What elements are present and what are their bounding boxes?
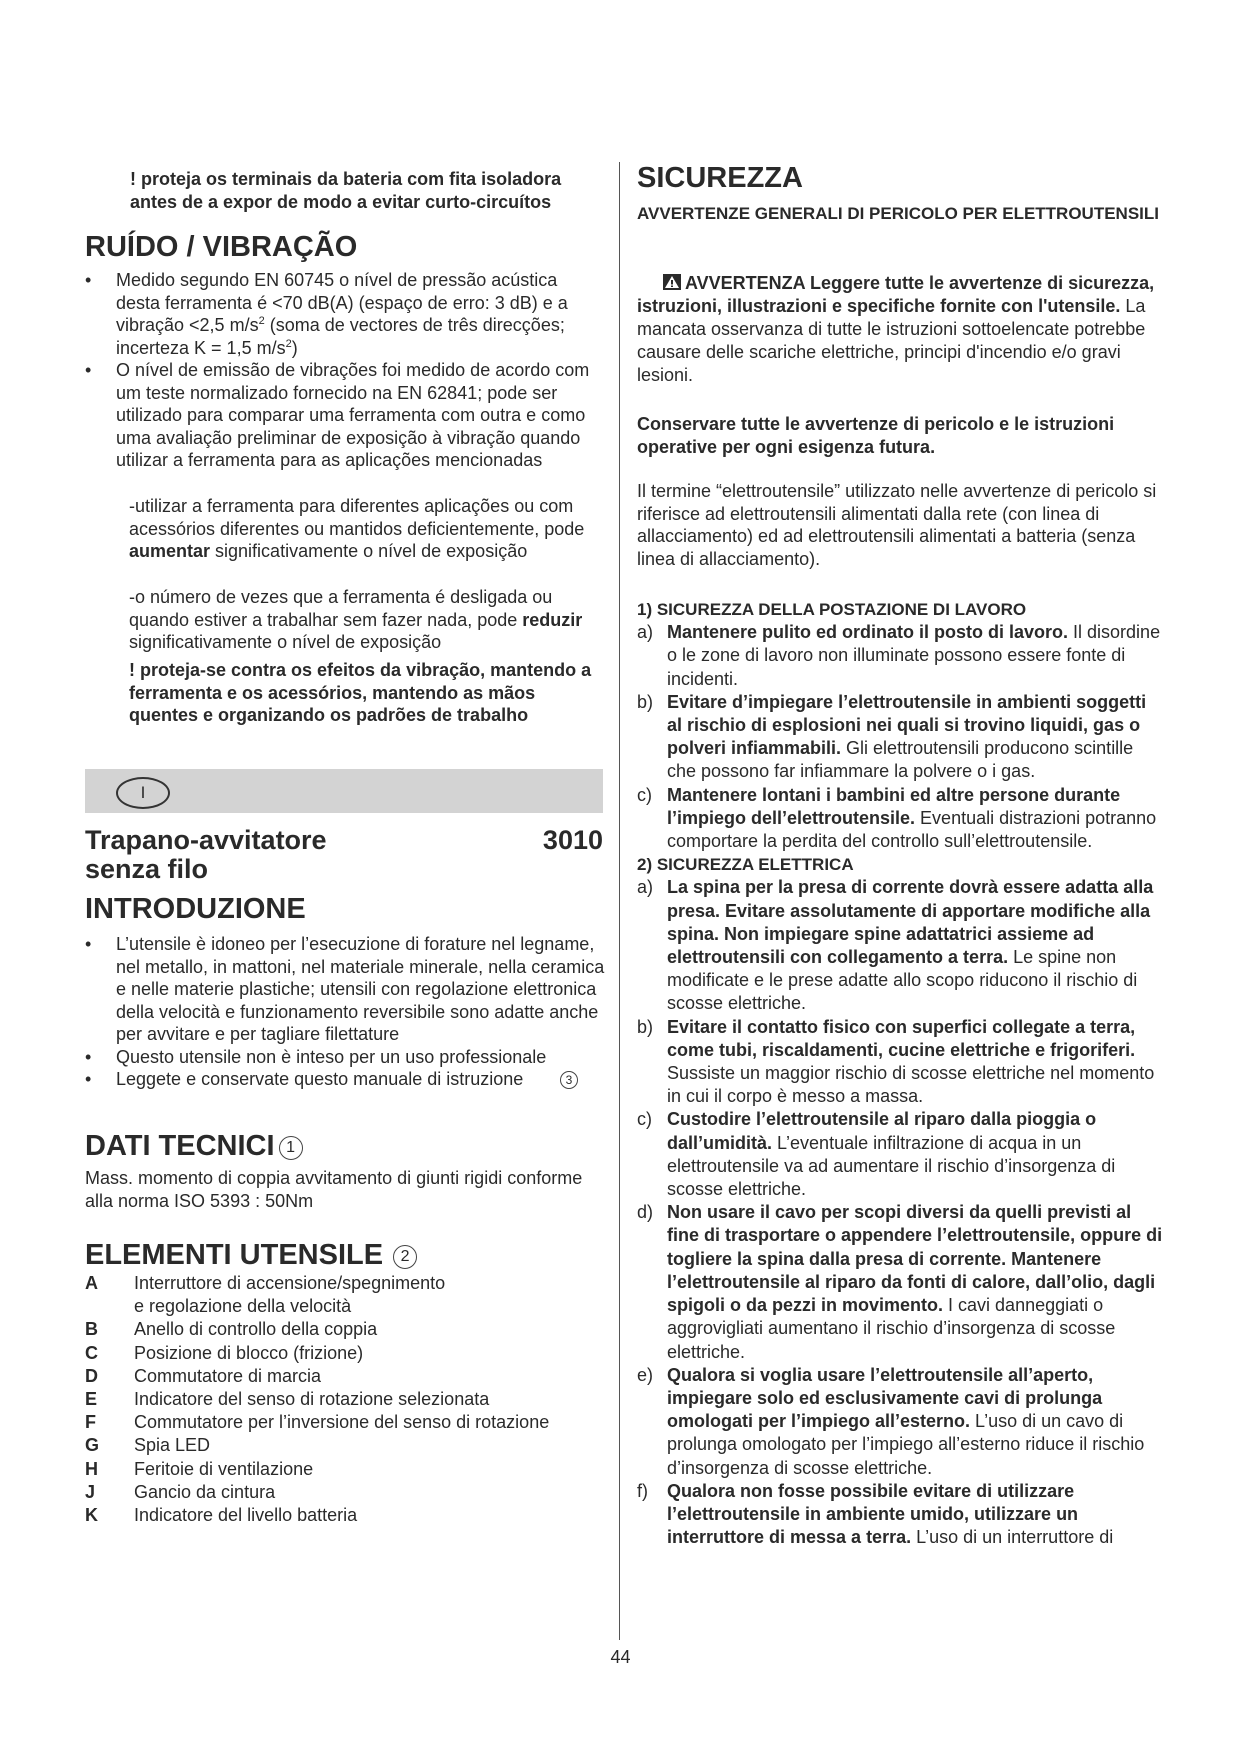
part-row: H Feritoie di ventilazione <box>85 1458 314 1479</box>
section-2-item-e: e) Qualora si voglia usare l’elettroutensile all’aperto, impiegare solo ed esclusivamente cavi di prolunga omologati per l’impiego all’esterno. L’uso di un cavo di prolunga omologato per l’impiego all’esterno riduce il rischio d’insorgenza di scosse elettriche. <box>637 1364 1145 1478</box>
part-row: J Gancio da cintura <box>85 1481 276 1502</box>
figure-ref-3-icon: 3 <box>560 1071 578 1089</box>
noise-sub-1: -utilizar a ferramenta para diferentes aplicações ou com acessórios diferentes ou mantidos deficientemente, pode aumentar significativamente o nível de exposição <box>129 496 585 561</box>
intro-item-1: • L’utensile è idoneo per l’esecuzione di forature nel legname, nel metallo, in mattoni, nel materiale minerale, nella ceramica e nelle materie plastiche; utensili con regolazione elettronica della velocità e funzionamento reversibile sono adatte anche per avvitare e per tagliare filettature <box>85 933 605 1046</box>
figure-ref-2-icon: 2 <box>393 1245 417 1269</box>
product-title-line2: senza filo <box>85 854 209 884</box>
intro-title: INTRODUZIONE <box>85 893 306 925</box>
noise-sub-3: ! proteja-se contra os efeitos da vibração, mantendo a ferramenta e os acessórios, mantendo as mãos quentes e organizando os padrões de trabalho <box>129 660 592 725</box>
general-warning: AVVERTENZA Leggere tutte le avvertenze di sicurezza, istruzioni, illustrazioni e specifiche fornite con l'utensile. La mancata osservanza di tutte le istruzioni sottoelencate potrebbe causare delle scariche elettriche, principi d'incendio e/o gravi lesioni. <box>637 273 1155 385</box>
noise-list <box>85 269 605 472</box>
product-title <box>85 826 605 884</box>
keep-instructions: Conservare tutte le avvertenze di pericolo e le istruzioni operative per ogni esigenza futura. <box>637 414 1115 457</box>
battery-note: ! proteja os terminais da bateria com fita isoladora antes de a expor de modo a evitar curto-circuítos <box>130 169 562 212</box>
section-2-item-c: c) Custodire l’elettroutensile al riparo dalla pioggia o dall’umidità. L’eventuale infiltrazione di acqua in un elettroutensile va ad aumentare il rischio d’insorgenza di scosse elettriche. <box>637 1109 1116 1200</box>
section-2-item-d: d) Non usare il cavo per scopi diversi da quelli previsti al fine di trasportare o appendere l’elettroutensile, oppure di togliere la spina dalla presa di corrente. Mantenere l’elettroutensile al riparo da fonti di calore, dall’olio, dagli spigoli o da pezzi in movimento. I cavi danneggiati o aggrovigliati aumentano il rischio d’insorgenza di scosse elettriche. <box>637 1202 1163 1362</box>
section-2-title: 2) SICUREZZA ELETTRICA <box>637 855 854 875</box>
section-2-item-a: a) La spina per la presa di corrente dovrà essere adatta alla presa. Evitare assolutamente di apportare modifiche alla spina. Non impiegare spine adattatrici assieme ad elettroutensili con collegamento a terra. Le spine non modificate e le prese adatte allo scopo riducono il rischio di scosse elettriche. <box>637 877 1154 1014</box>
language-code-badge: I <box>116 777 170 809</box>
term-definition: Il termine “elettroutensile” utilizzato nelle avvertenze di pericolo si riferisce ad elettroutensili alimentati dalla rete (con linea di allacciamento) ed ad elettroutensili alimentati a batteria (senza linea di allacciamento). <box>637 481 1157 569</box>
intro-list <box>85 933 605 1091</box>
column-divider <box>619 162 620 1640</box>
tech-text: Mass. momento di coppia avvitamento di giunti rigidi conforme alla norma ISO 5393 : 50Nm <box>85 1168 583 1211</box>
parts-list <box>85 1272 605 1527</box>
section-2-item-b: b) Evitare il contatto fisico con superfici collegate a terra, come tubi, riscaldamenti, cucine elettriche e frigoriferi. Sussiste un maggior rischio di scosse elettriche nel momento in cui il corpo è messo a massa. <box>637 1016 1155 1107</box>
noise-title: RUÍDO / VIBRAÇÃO <box>85 231 358 263</box>
section-1-item-c: c) Mantenere lontani i bambini ed altre persone durante l’impiego dell’elettroutensile. Eventuali distrazioni potranno comportare la perdita del controllo sull’elettroutensile. <box>637 784 1157 852</box>
product-model: 3010 <box>542 825 603 855</box>
elements-title: ELEMENTI UTENSILE 2 <box>85 1238 605 1272</box>
part-row: D Commutatore di marcia <box>85 1365 322 1386</box>
part-row: C Posizione di blocco (frizione) <box>85 1342 364 1363</box>
part-row: A Interruttore di accensione/spegnimento <box>85 1273 446 1293</box>
part-row: F Commutatore per l’inversione del senso di rotazione <box>85 1412 550 1433</box>
safety-title: SICUREZZA <box>637 162 803 194</box>
safety-subtitle: AVVERTENZE GENERALI DI PERICOLO PER ELETTROUTENSILI <box>637 204 1160 223</box>
figure-ref-1-icon: 1 <box>279 1136 303 1160</box>
part-row: K Indicatore del livello batteria <box>85 1505 358 1526</box>
language-bar <box>85 769 603 813</box>
section-1-title: 1) SICUREZZA DELLA POSTAZIONE DI LAVORO <box>637 600 1027 619</box>
intro-item-2: • Questo utensile non è inteso per un uso professionale <box>85 1046 605 1069</box>
warning-triangle-icon <box>663 274 681 290</box>
page-number: 44 <box>610 1647 631 1667</box>
noise-bullet-2: • O nível de emissão de vibrações foi medido de acordo com um teste normalizado fornecido na EN 62841; pode ser utilizado para comparar uma ferramenta com outra e como uma avaliação preliminar de exposição à vibração quando utilizar a ferramenta para as aplicações mencionadas <box>85 359 605 472</box>
noise-bullet-1: • Medido segundo EN 60745 o nível de pressão acústica desta ferramenta é <70 dB(A) (espaço de erro: 3 dB) e a vibração <2,5 $m/s^2$ (soma de vectores de três direcções; incerteza K = 1,5 $m/s^2$) <box>85 269 605 359</box>
part-row: B Anello di controllo della coppia <box>85 1319 378 1340</box>
part-row: E Indicatore del senso di rotazione selezionata <box>85 1389 490 1410</box>
section-1 <box>637 598 1165 1549</box>
section-1-item-a: a) Mantenere pulito ed ordinato il posto di lavoro. Il disordine o le zone di lavoro non illuminate possono essere fonte di incidenti. <box>637 622 1161 689</box>
tech-title: DATI TECNICI 1 <box>85 1129 605 1163</box>
product-title-line1: Trapano-avvitatore <box>85 825 327 855</box>
part-row: G Spia LED <box>85 1435 211 1456</box>
section-2-item-f: f) Qualora non fosse possibile evitare di utilizzare l’elettroutensile in ambiente umido, utilizzare un interruttore di messa a terra. L’uso di un interruttore di <box>637 1480 1114 1548</box>
noise-sub-2: -o número de vezes que a ferramenta é desligada ou quando estiver a trabalhar sem fazer nada, pode reduzir significativamente o nível de exposição <box>129 587 583 652</box>
intro-item-3: • Leggete e conservate questo manuale di istruzione 3 <box>85 1068 605 1091</box>
part-row: e regolazione della velocità <box>134 1296 352 1317</box>
section-1-item-b: b) Evitare d’impiegare l’elettroutensile in ambienti soggetti al rischio di esplosioni nei quali si trovino liquidi, gas o polveri infiammabili. Gli elettroutensili producono scintille che possono far infiammare la polvere o i gas. <box>637 691 1147 782</box>
